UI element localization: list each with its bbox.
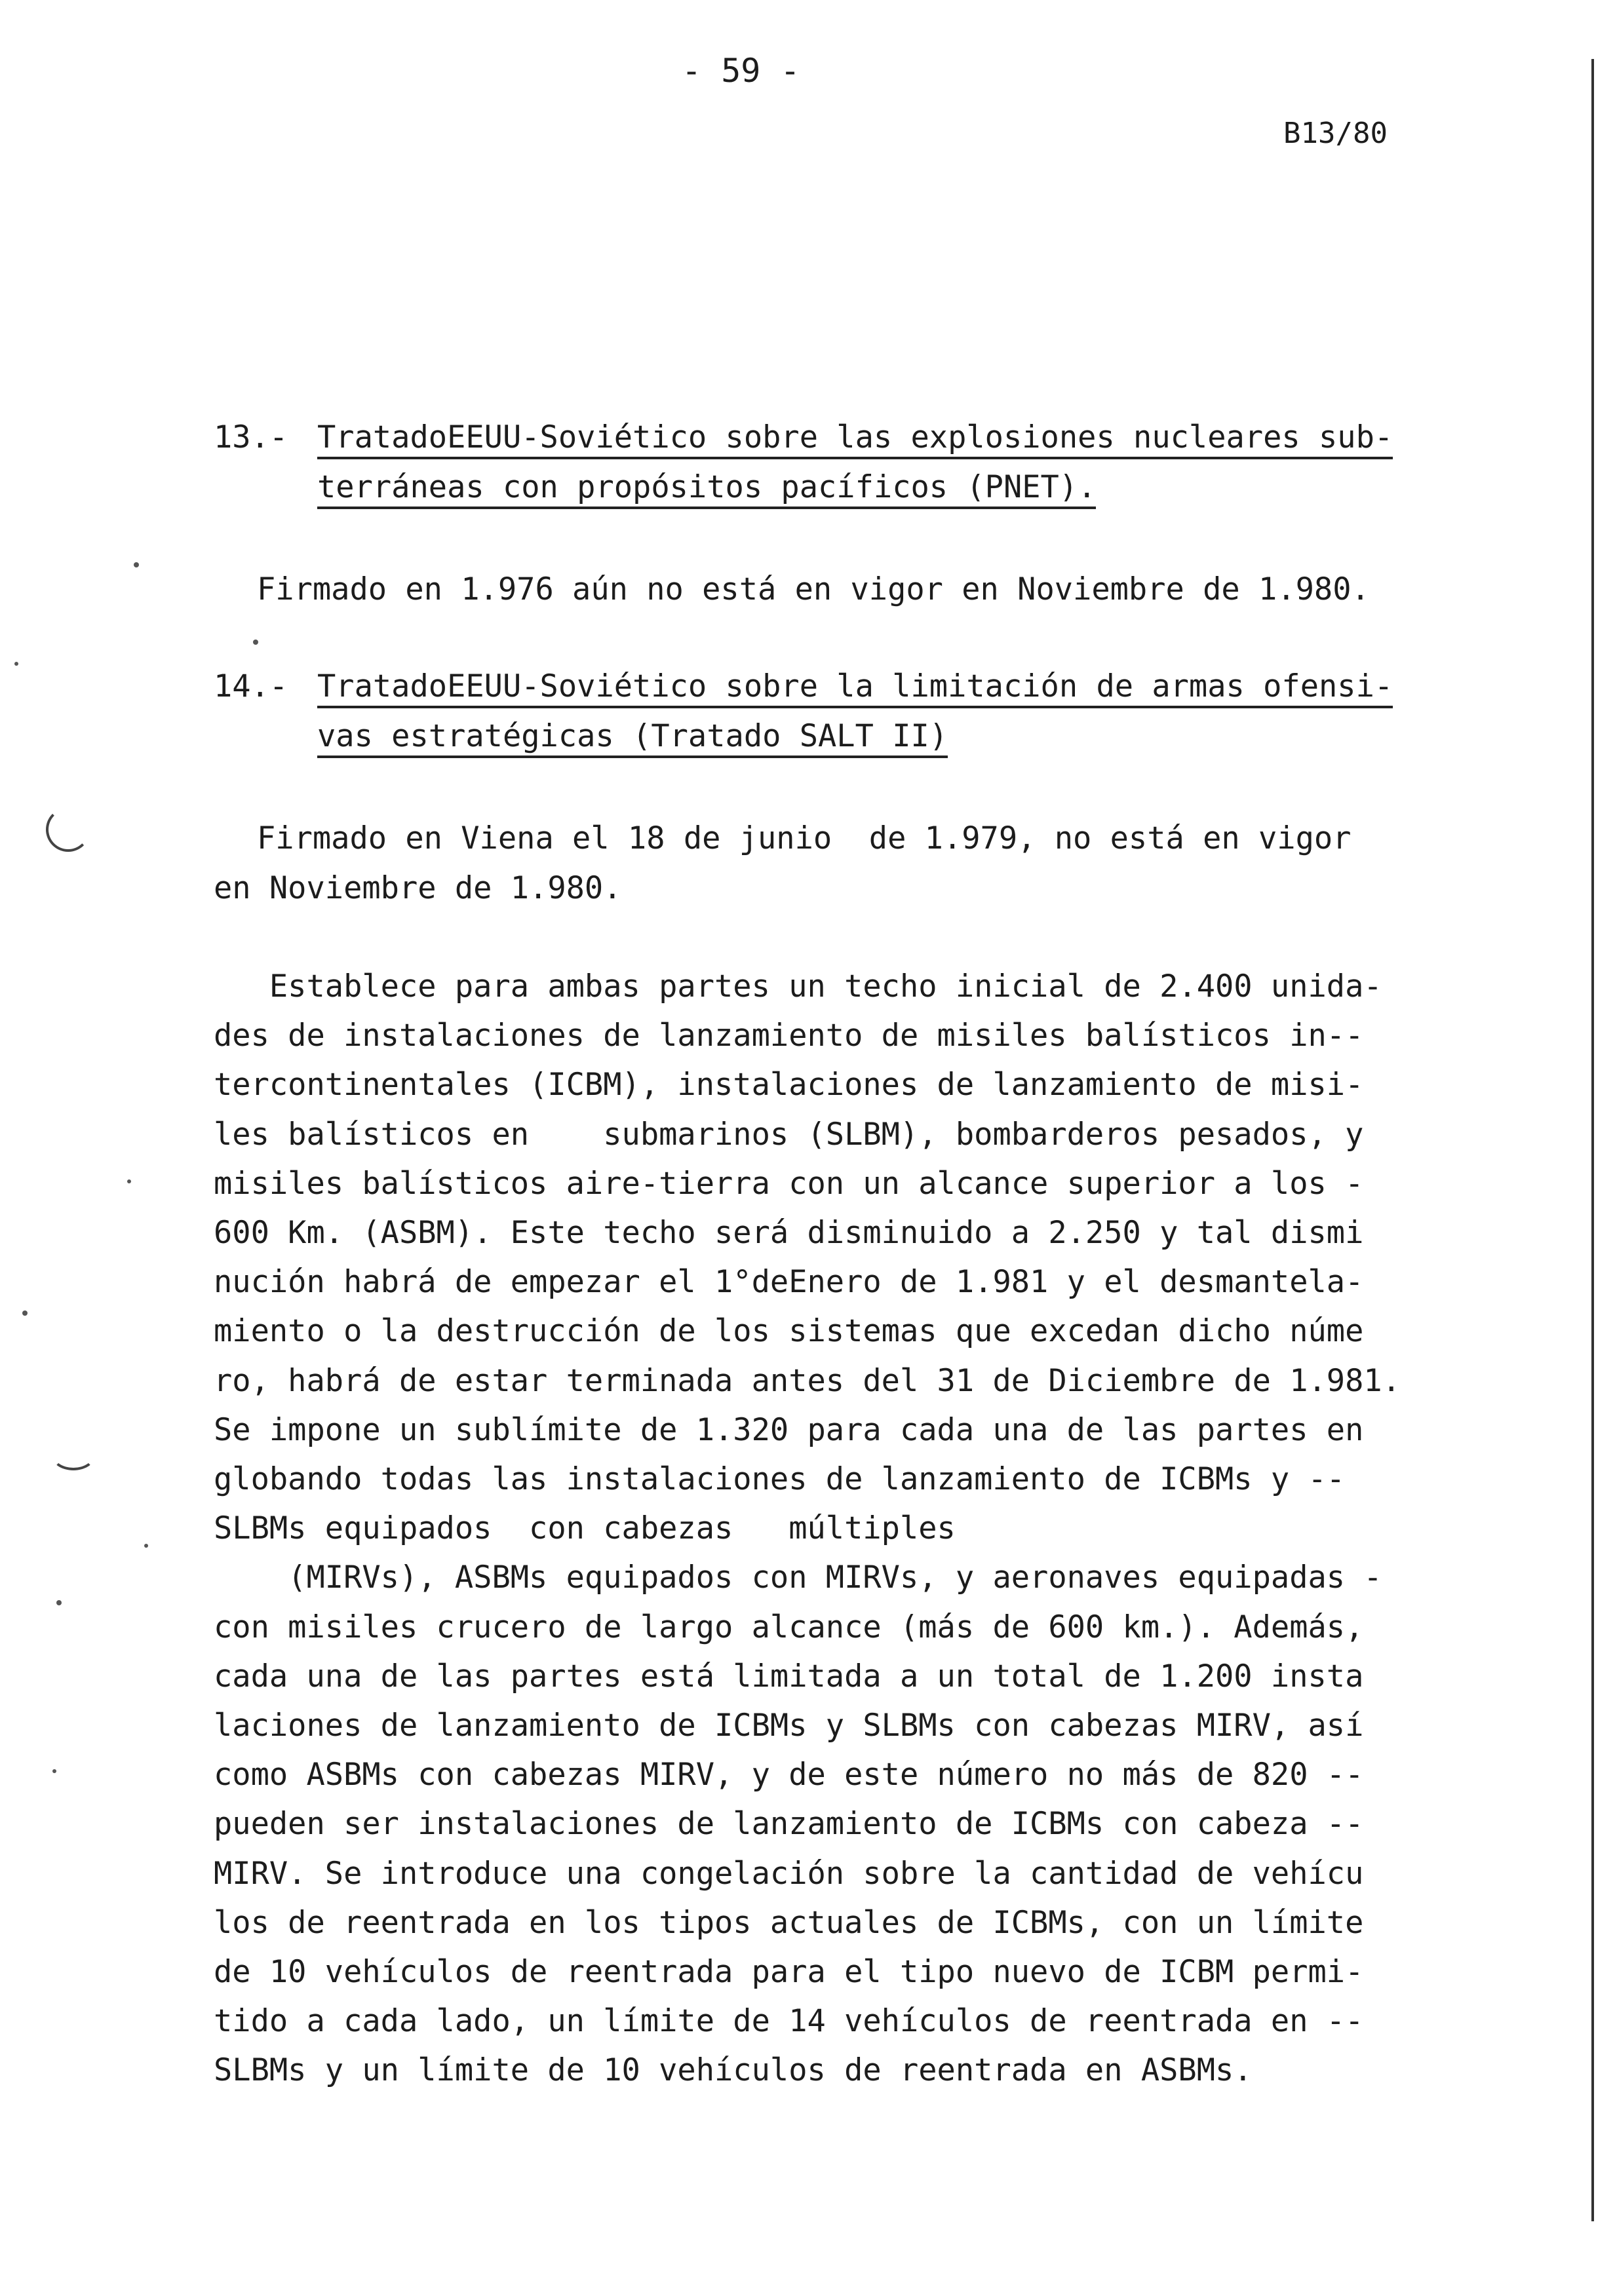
- scan-mark-arc-2: [51, 1439, 96, 1470]
- body-line: los de reentrada en los tipos actuales de ICBMs, con un límite: [214, 1904, 1364, 1941]
- item-13-status: Firmado en 1.976 aún no está en vigor en Noviembre de 1.980.: [257, 571, 1370, 607]
- item-13-number: 13.-: [214, 419, 288, 455]
- body-line: tido a cada lado, un límite de 14 vehículos de reentrada en --: [214, 2003, 1364, 2040]
- scan-speck: [127, 1179, 131, 1183]
- item-13-title-line2: [317, 463, 1096, 512]
- body-line: laciones de lanzamiento de ICBMs y SLBMs con cabezas MIRV, así: [214, 1708, 1364, 1744]
- scan-speck: [22, 1311, 28, 1316]
- scan-edge-line: [1591, 59, 1594, 2221]
- item-14-title-line2: [317, 712, 948, 761]
- body-line: con misiles crucero de largo alcance (más de 600 km.). Además,: [214, 1609, 1364, 1645]
- item-14-title-text2: vas estratégicas (Tratado SALT II): [317, 718, 948, 758]
- body-line: tercontinentales (ICBM), instalaciones de lanzamiento de misi-: [214, 1067, 1364, 1103]
- body-line: SLBMs equipados con cabezas múltiples: [214, 1510, 956, 1547]
- scan-speck: [52, 1769, 56, 1773]
- item-14-title-text1: TratadoEEUU-Soviético sobre la limitación de armas ofensi-: [317, 668, 1393, 708]
- body-line: como ASBMs con cabezas MIRV, y de este número no más de 820 --: [214, 1757, 1364, 1793]
- item-14-status-line1: Firmado en Viena el 18 de junio de 1.979, no está en vigor: [257, 820, 1352, 856]
- item-14-title-line1: [317, 662, 1393, 712]
- scan-speck: [134, 562, 139, 567]
- body-line: misiles balísticos aire-tierra con un alcance superior a los -: [214, 1165, 1364, 1202]
- body-line: de 10 vehículos de reentrada para el tipo nuevo de ICBM permi-: [214, 1954, 1364, 1990]
- body-line: cada una de las partes está limitada a un total de 1.200 insta: [214, 1658, 1364, 1694]
- scan-speck: [253, 640, 258, 645]
- body-line: pueden ser instalaciones de lanzamiento de ICBMs con cabeza --: [214, 1806, 1364, 1843]
- body-line: SLBMs y un límite de 10 vehículos de reentrada en ASBMs.: [214, 2052, 1253, 2089]
- scan-mark-arc: [46, 807, 90, 852]
- scan-speck: [14, 662, 18, 666]
- item-13-title-text2: terráneas con propósitos pacíficos (PNET).: [317, 469, 1096, 509]
- body-line: nución habrá de empezar el 1°deEnero de 1.981 y el desmantela-: [214, 1264, 1364, 1301]
- body-line: (MIRVs), ASBMs equipados con MIRVs, y aeronaves equipadas -: [214, 1559, 1382, 1596]
- body-line: Establece para ambas partes un techo inicial de 2.400 unida-: [214, 968, 1382, 1004]
- item-14-number: 14.-: [214, 668, 288, 704]
- body-line: miento o la destrucción de los sistemas que excedan dicho núme: [214, 1313, 1364, 1350]
- body-line: MIRV. Se introduce una congelación sobre la cantidad de vehícu: [214, 1855, 1364, 1892]
- item-13-title-text1: TratadoEEUU-Soviético sobre las explosiones nucleares sub-: [317, 419, 1393, 459]
- item-13-title-line1: [317, 413, 1393, 463]
- scan-speck: [144, 1544, 148, 1548]
- body-line: 600 Km. (ASBM). Este techo será disminuido a 2.250 y tal dismi: [214, 1215, 1364, 1251]
- document-reference: B13/80: [1283, 117, 1388, 150]
- page-number: - 59 -: [682, 52, 800, 90]
- body-line: des de instalaciones de lanzamiento de misiles balísticos in--: [214, 1018, 1364, 1054]
- body-line: globando todas las instalaciones de lanzamiento de ICBMs y --: [214, 1461, 1346, 1497]
- body-line: les balísticos en submarinos (SLBM), bombarderos pesados, y: [214, 1116, 1364, 1153]
- body-line: ro, habrá de estar terminada antes del 31 de Diciembre de 1.981.: [214, 1362, 1401, 1399]
- scan-speck: [56, 1600, 62, 1605]
- body-line: Se impone un sublímite de 1.320 para cada una de las partes en: [214, 1411, 1364, 1448]
- item-14-status-line2: en Noviembre de 1.980.: [214, 870, 622, 906]
